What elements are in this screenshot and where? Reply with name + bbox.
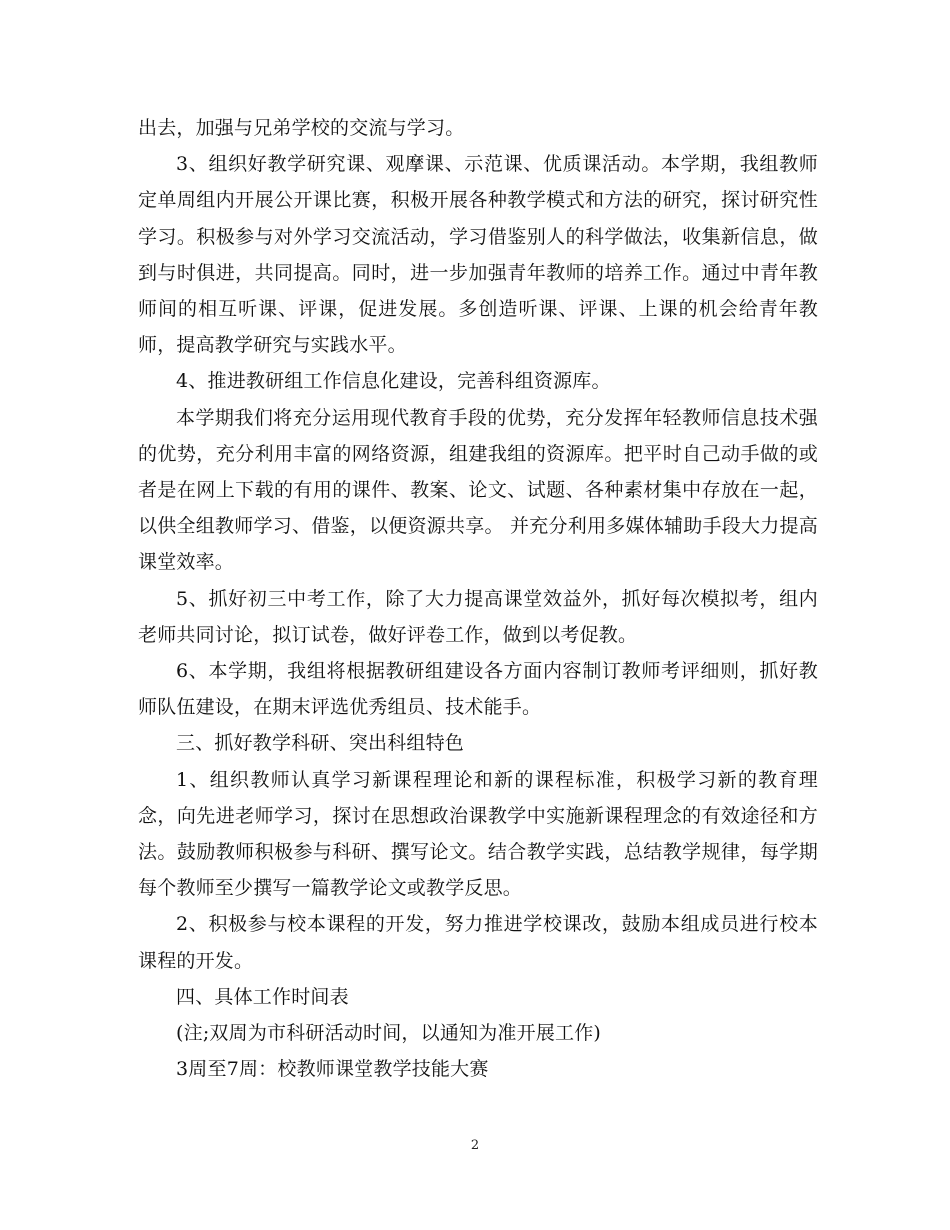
paragraph-research-2: 2、积极参与校本课程的开发，努力推进学校课改，鼓励本组成员进行校本课程的开发。 [138,913,818,972]
document-body [138,110,818,1087]
page-number: 2 [470,1138,480,1153]
paragraph-resource-library: 本学期我们将充分运用现代教育手段的优势，充分发挥年轻教师信息技术强的优势，充分利用丰富的网络资源，组建我组的资源库。把平时自己动手做的或者是在网上下载的有用的课件、教案、论文、试题、各种素材集中存放在一起，以供全组教师学习、借鉴，以便资源共享。 并充分利用多媒体辅助手段大力提高课堂效率。 [138,406,818,574]
schedule-item: 3周至7周：校教师课堂教学技能大赛 [176,1058,489,1081]
paragraph-item-3: 3、组织好教学研究课、观摩课、示范课、优质课活动。本学期，我组教师定单周组内开展公开课比赛，积极开展各种教学模式和方法的研究，探讨研究性学习。积极参与对外学习交流活动，学习借鉴别人的科学做法，收集新信息，做到与时俱进，共同提高。同时，进一步加强青年教师的培养工作。通过中青年教师间的相互听课、评课，促进发展。多创造听课、评课、上课的机会给青年教师，提高教学研究与实践水平。 [138,153,818,357]
paragraph-item-4: 4、推进教研组工作信息化建设，完善科组资源库。 [176,370,611,393]
paragraph-item-5: 5、抓好初三中考工作，除了大力提高课堂效益外，抓好每次模拟考，组内老师共同讨论，拟订试卷，做好评卷工作，做到以考促教。 [138,587,818,646]
section-heading-3: 三、抓好教学科研、突出科组特色 [176,732,465,755]
paragraph-item-6: 6、本学期，我组将根据教研组建设各方面内容制订教师考评细则，抓好教师队伍建设，在期末评选优秀组员、技术能手。 [138,660,818,719]
schedule-note: (注;双周为市科研活动时间，以通知为准开展工作) [176,1022,602,1045]
paragraph-continuation: 出去，加强与兄弟学校的交流与学习。 [138,117,465,139]
section-heading-4: 四、具体工作时间表 [176,985,349,1008]
paragraph-research-1: 1、组织教师认真学习新课程理论和新的课程标准，积极学习新的教育理念，向先进老师学习，探讨在思想政治课教学中实施新课程理念的有效途径和方法。鼓励教师积极参与科研、撰写论文。结合教学实践，总结教学规律，每学期每个教师至少撰写一篇教学论文或教学反思。 [138,768,818,900]
